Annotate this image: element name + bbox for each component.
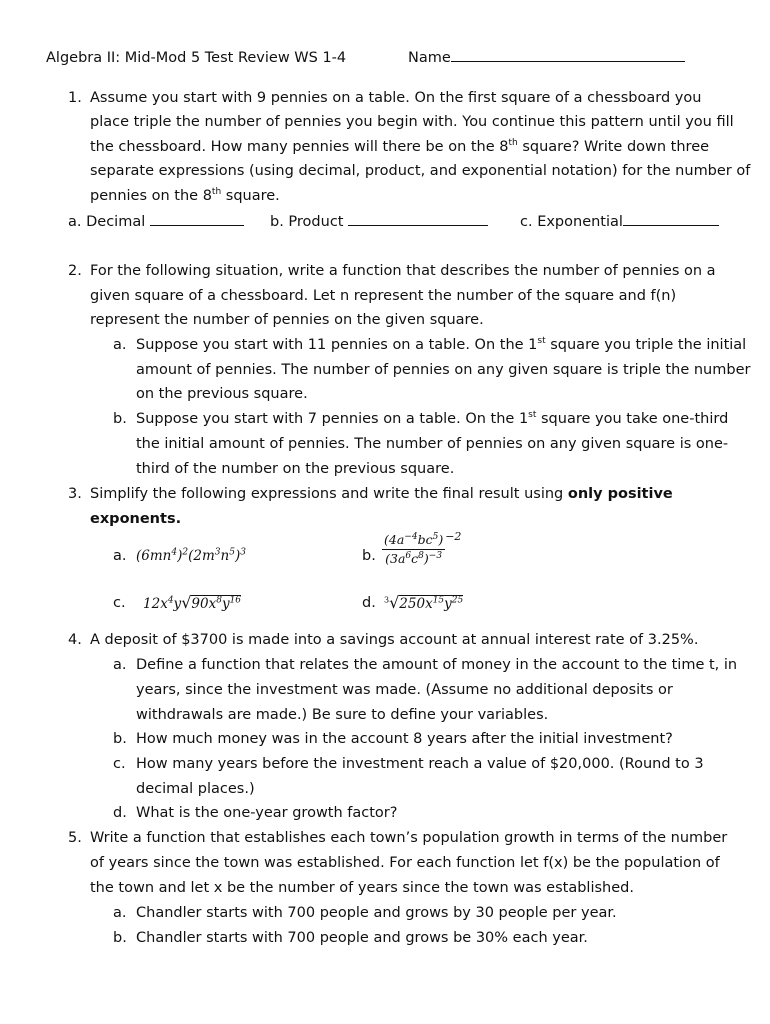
q4a-line-2: years, since the investment was made. (Assume no additional deposits or — [136, 682, 673, 698]
q5-number: 5. — [68, 830, 82, 846]
q3c-letter: c. — [113, 595, 126, 611]
q2b-line-3: third of the number on the previous square. — [136, 461, 455, 477]
q4d-text: What is the one-year growth factor? — [136, 805, 398, 821]
q4c-line-1: How many years before the investment reach a value of $20,000. (Round to 3 — [136, 756, 704, 772]
decimal-blank — [150, 211, 244, 226]
q4-number: 4. — [68, 632, 82, 648]
q1-answer-decimal: a. Decimal — [68, 210, 244, 234]
q1-line-4: separate expressions (using decimal, product, and exponential notation) for the number of — [90, 163, 751, 179]
q1-answer-exponential: c. Exponential — [520, 210, 719, 234]
q5a-letter: a. — [113, 905, 127, 921]
q3b-expression: $\frac{(4a^{-4}bc^5)}{(3a^6c^8)^{-3}}$ $^{-2}$ — [384, 530, 462, 566]
q5-line-3: the town and let x be the number of years since the town was established. — [90, 880, 634, 896]
q3b-letter: b. — [362, 548, 376, 564]
q4c-line-2: decimal places.) — [136, 781, 255, 797]
q2a-line-1: Suppose you start with 11 pennies on a table. On the 1st square you triple the initial — [136, 336, 747, 353]
q4b-text: How much money was in the account 8 years after the initial investment? — [136, 731, 673, 747]
q2b-letter: b. — [113, 411, 127, 427]
q4a-line-1: Define a function that relates the amount of money in the account to the time t, in — [136, 657, 738, 673]
q4a-line-3: withdrawals are made.) Be sure to define your variables. — [136, 707, 549, 723]
q3d-expression: $^3√250x^{15}y^{25}$ — [384, 593, 464, 612]
q3a-expression: $(6mn^4)^2(2m^3n^5)^3$ — [136, 547, 246, 564]
q3-line-1: Simplify the following expressions and write the final result using only positive — [90, 486, 673, 502]
q3a-letter: a. — [113, 548, 127, 564]
q2a-line-3: on the previous square. — [136, 386, 308, 402]
q4d-letter: d. — [113, 805, 127, 821]
product-blank — [348, 211, 488, 226]
q1-line-5: pennies on the 8th square. — [90, 187, 280, 204]
q1-line-3: the chessboard. How many pennies will there be on the 8th square? Write down three — [90, 138, 710, 155]
q2-line-3: represent the number of pennies on the given square. — [90, 312, 484, 328]
q5b-text: Chandler starts with 700 people and grows be 30% each year. — [136, 930, 588, 946]
worksheet-title: Algebra II: Mid-Mod 5 Test Review WS 1-4 — [46, 50, 347, 66]
q3-line-2: exponents. — [90, 511, 182, 527]
q2b-line-2: the initial amount of pennies. The number of pennies on any given square is one- — [136, 436, 729, 452]
name-blank — [451, 47, 685, 62]
name-label: Name — [408, 50, 451, 66]
q2a-line-2: amount of pennies. The number of pennies on any given square is triple the number — [136, 362, 751, 378]
q1-number: 1. — [68, 90, 82, 106]
q2-number: 2. — [68, 263, 82, 279]
name-field — [408, 46, 685, 70]
q5a-text: Chandler starts with 700 people and grows by 30 people per year. — [136, 905, 617, 921]
q1-line-1: Assume you start with 9 pennies on a table. On the first square of a chessboard you — [90, 90, 702, 106]
q3-number: 3. — [68, 486, 82, 502]
q4b-letter: b. — [113, 731, 127, 747]
q5b-letter: b. — [113, 930, 127, 946]
q1-line-2: place triple the number of pennies you begin with. You continue this pattern until you fill — [90, 114, 734, 130]
q2-line-2: given square of a chessboard. Let n represent the number of the square and f(n) — [90, 288, 677, 304]
q5-line-2: of years since the town was established. For each function let f(x) be the population of — [90, 855, 720, 871]
q4c-letter: c. — [113, 756, 126, 772]
q2-line-1: For the following situation, write a function that describes the number of pennies on a — [90, 263, 716, 279]
q2a-letter: a. — [113, 337, 127, 353]
q2b-line-1: Suppose you start with 7 pennies on a table. On the 1st square you take one-third — [136, 410, 729, 427]
q1-answer-product: b. Product — [270, 210, 488, 234]
q5-line-1: Write a function that establishes each town’s population growth in terms of the number — [90, 830, 728, 846]
q3d-letter: d. — [362, 595, 376, 611]
q4a-letter: a. — [113, 657, 127, 673]
q4-line-1: A deposit of $3700 is made into a savings account at annual interest rate of 3.25%. — [90, 632, 699, 648]
q3c-expression: $12x^4y√90x^8y^{16}$ — [143, 593, 242, 612]
exponential-blank — [623, 211, 719, 226]
